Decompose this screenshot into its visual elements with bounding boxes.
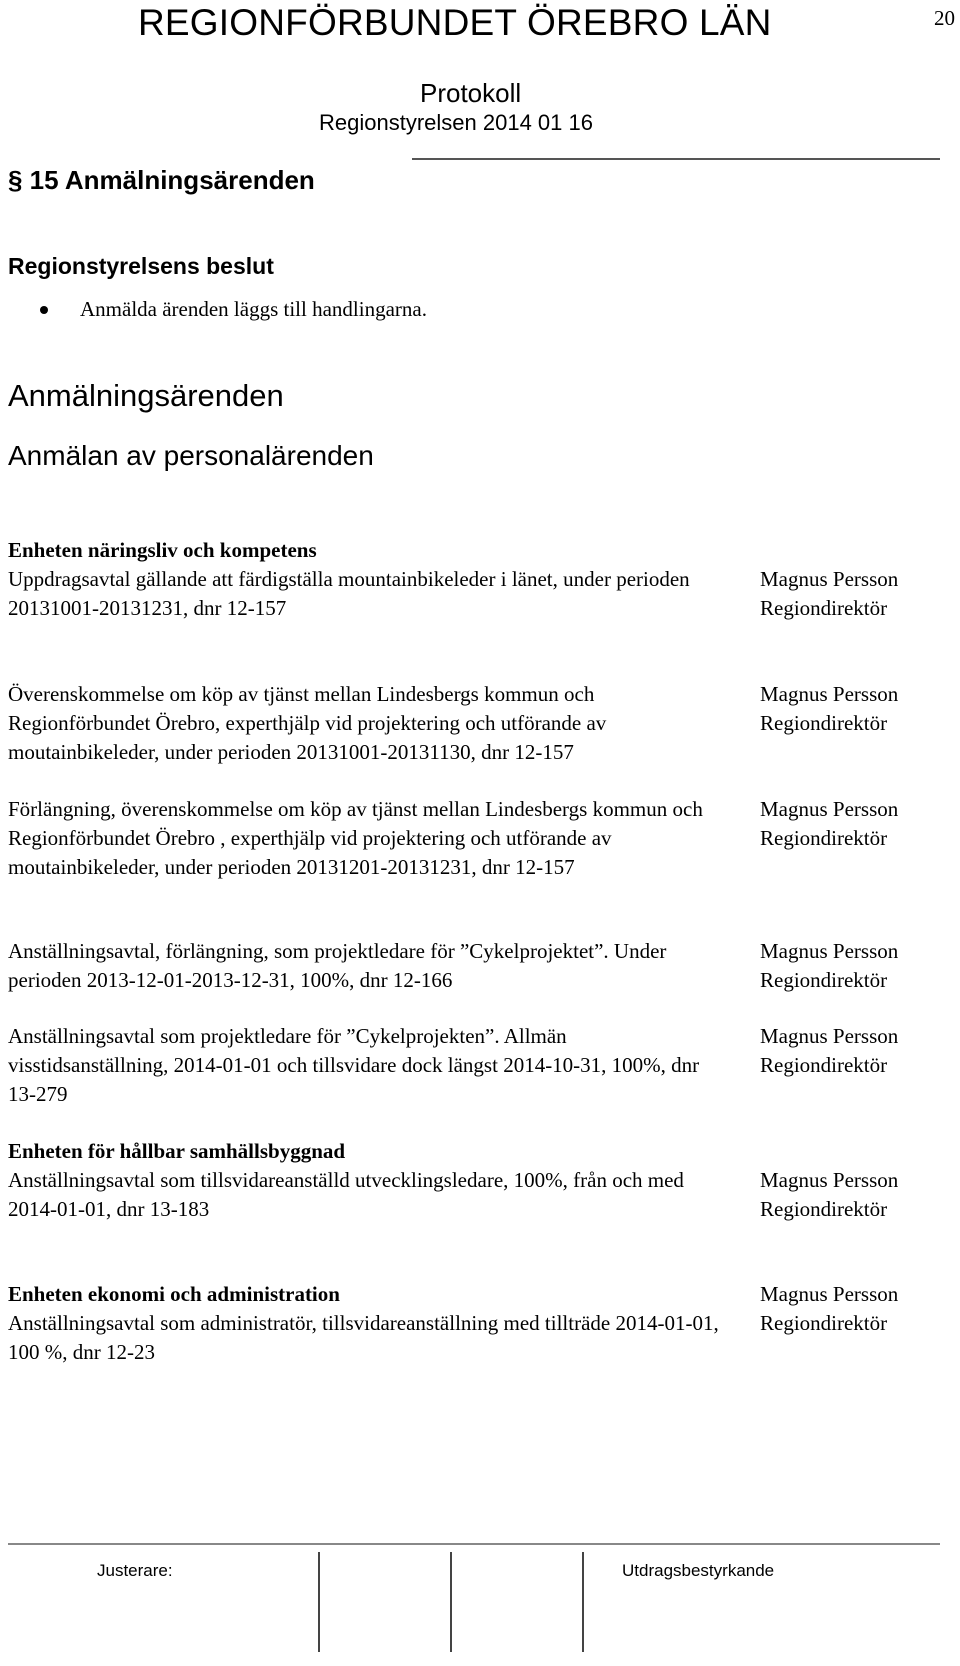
paragraph-title: § 15 Anmälningsärenden [8,165,315,195]
entry-signatory [760,937,898,995]
entry-text-block [8,1022,728,1109]
signer-name: Magnus Persson [760,797,899,821]
signature-box-divider [582,1552,584,1652]
signer-name: Magnus Persson [760,1168,899,1192]
signature-box-divider [318,1552,320,1652]
signer-role: Regiondirektör [760,711,888,735]
entry-description: Anställningsavtal som tillsvidareanställd utvecklingsledare, 100%, från och med 2014-01-01, dnr 13-183 [8,1168,684,1221]
entry-signatory [760,565,898,623]
entry-text-block [8,536,748,623]
signer-name: Magnus Persson [760,1282,899,1306]
entry-text-block [8,680,708,767]
header-divider [412,158,940,160]
extract-certification-label: Utdragsbestyrkande [622,1561,775,1580]
entry-description: Anställningsavtal som administratör, tillsvidareanställning med tillträde 2014-01-01, 100 %, dnr 12-23 [8,1311,719,1364]
entry-signatory [760,1166,898,1224]
signer-role: Regiondirektör [760,826,888,850]
entry-signatory [760,1022,898,1080]
section-subheading: Anmälan av personalärenden [8,440,374,471]
footer-divider [8,1543,940,1545]
entry-description: Anställningsavtal som projektledare för ”Cykelprojekten”. Allmän visstidsanställning, 2014-01-01 och tillsvidare dock längst 2014-10-31, 100%, dnr 13-279 [8,1024,700,1106]
meeting-name: Regionstyrelsen 2014 01 16 [319,110,593,135]
signer-name: Magnus Persson [760,682,899,706]
signer-name: Magnus Persson [760,567,899,591]
entry-description: Uppdragsavtal gällande att färdigställa mountainbikeleder i länet, under perioden 20131001-20131231, dnr 12-157 [8,567,690,620]
signature-box-divider [450,1552,452,1652]
entry-text-block [8,795,733,882]
signer-role: Regiondirektör [760,968,888,992]
signer-role: Regiondirektör [760,1053,888,1077]
unit-heading: Enheten näringsliv och kompetens [8,538,317,562]
entry-signatory [760,680,898,738]
decision-heading: Regionstyrelsens beslut [8,253,274,279]
signer-name: Magnus Persson [760,1024,899,1048]
entry-signatory [760,795,898,853]
decision-item [40,297,427,322]
document-type: Protokoll [420,78,522,108]
unit-heading: Enheten för hållbar samhällsbyggnad [8,1139,346,1163]
entry-text-block [8,1280,738,1367]
adjuster-label: Justerare: [97,1561,173,1580]
entry-text-block [8,937,728,995]
section-heading: Anmälningsärenden [8,378,284,413]
unit-heading: Enheten ekonomi och administration [8,1282,340,1306]
entry-description: Förlängning, överenskommelse om köp av tjänst mellan Lindesbergs kommun och Regionförbundet Örebro , experthjälp vid projektering och utförande av moutainbikeleder, under perioden 20131201-20131231, dnr 12-157 [8,797,703,879]
entry-description: Anställningsavtal, förlängning, som projektledare för ”Cykelprojektet”. Under perioden 2013-12-01-2013-12-31, 100%, dnr 12-166 [8,939,667,992]
signer-role: Regiondirektör [760,1197,888,1221]
signer-name: Magnus Persson [760,939,899,963]
signer-role: Regiondirektör [760,1311,888,1335]
bullet-icon [40,306,48,314]
entry-text-block [8,1137,728,1224]
decision-item-text: Anmälda ärenden läggs till handlingarna. [80,297,427,321]
entry-signatory [760,1280,898,1338]
page-number: 20 [934,6,955,30]
organization-name: REGIONFÖRBUNDET ÖREBRO LÄN [138,2,772,43]
entry-description: Överenskommelse om köp av tjänst mellan Lindesbergs kommun och Regionförbundet Örebro, experthjälp vid projektering och utförande av moutainbikeleder, under perioden 20131001-20131130, dnr 12-157 [8,682,607,764]
signer-role: Regiondirektör [760,596,888,620]
